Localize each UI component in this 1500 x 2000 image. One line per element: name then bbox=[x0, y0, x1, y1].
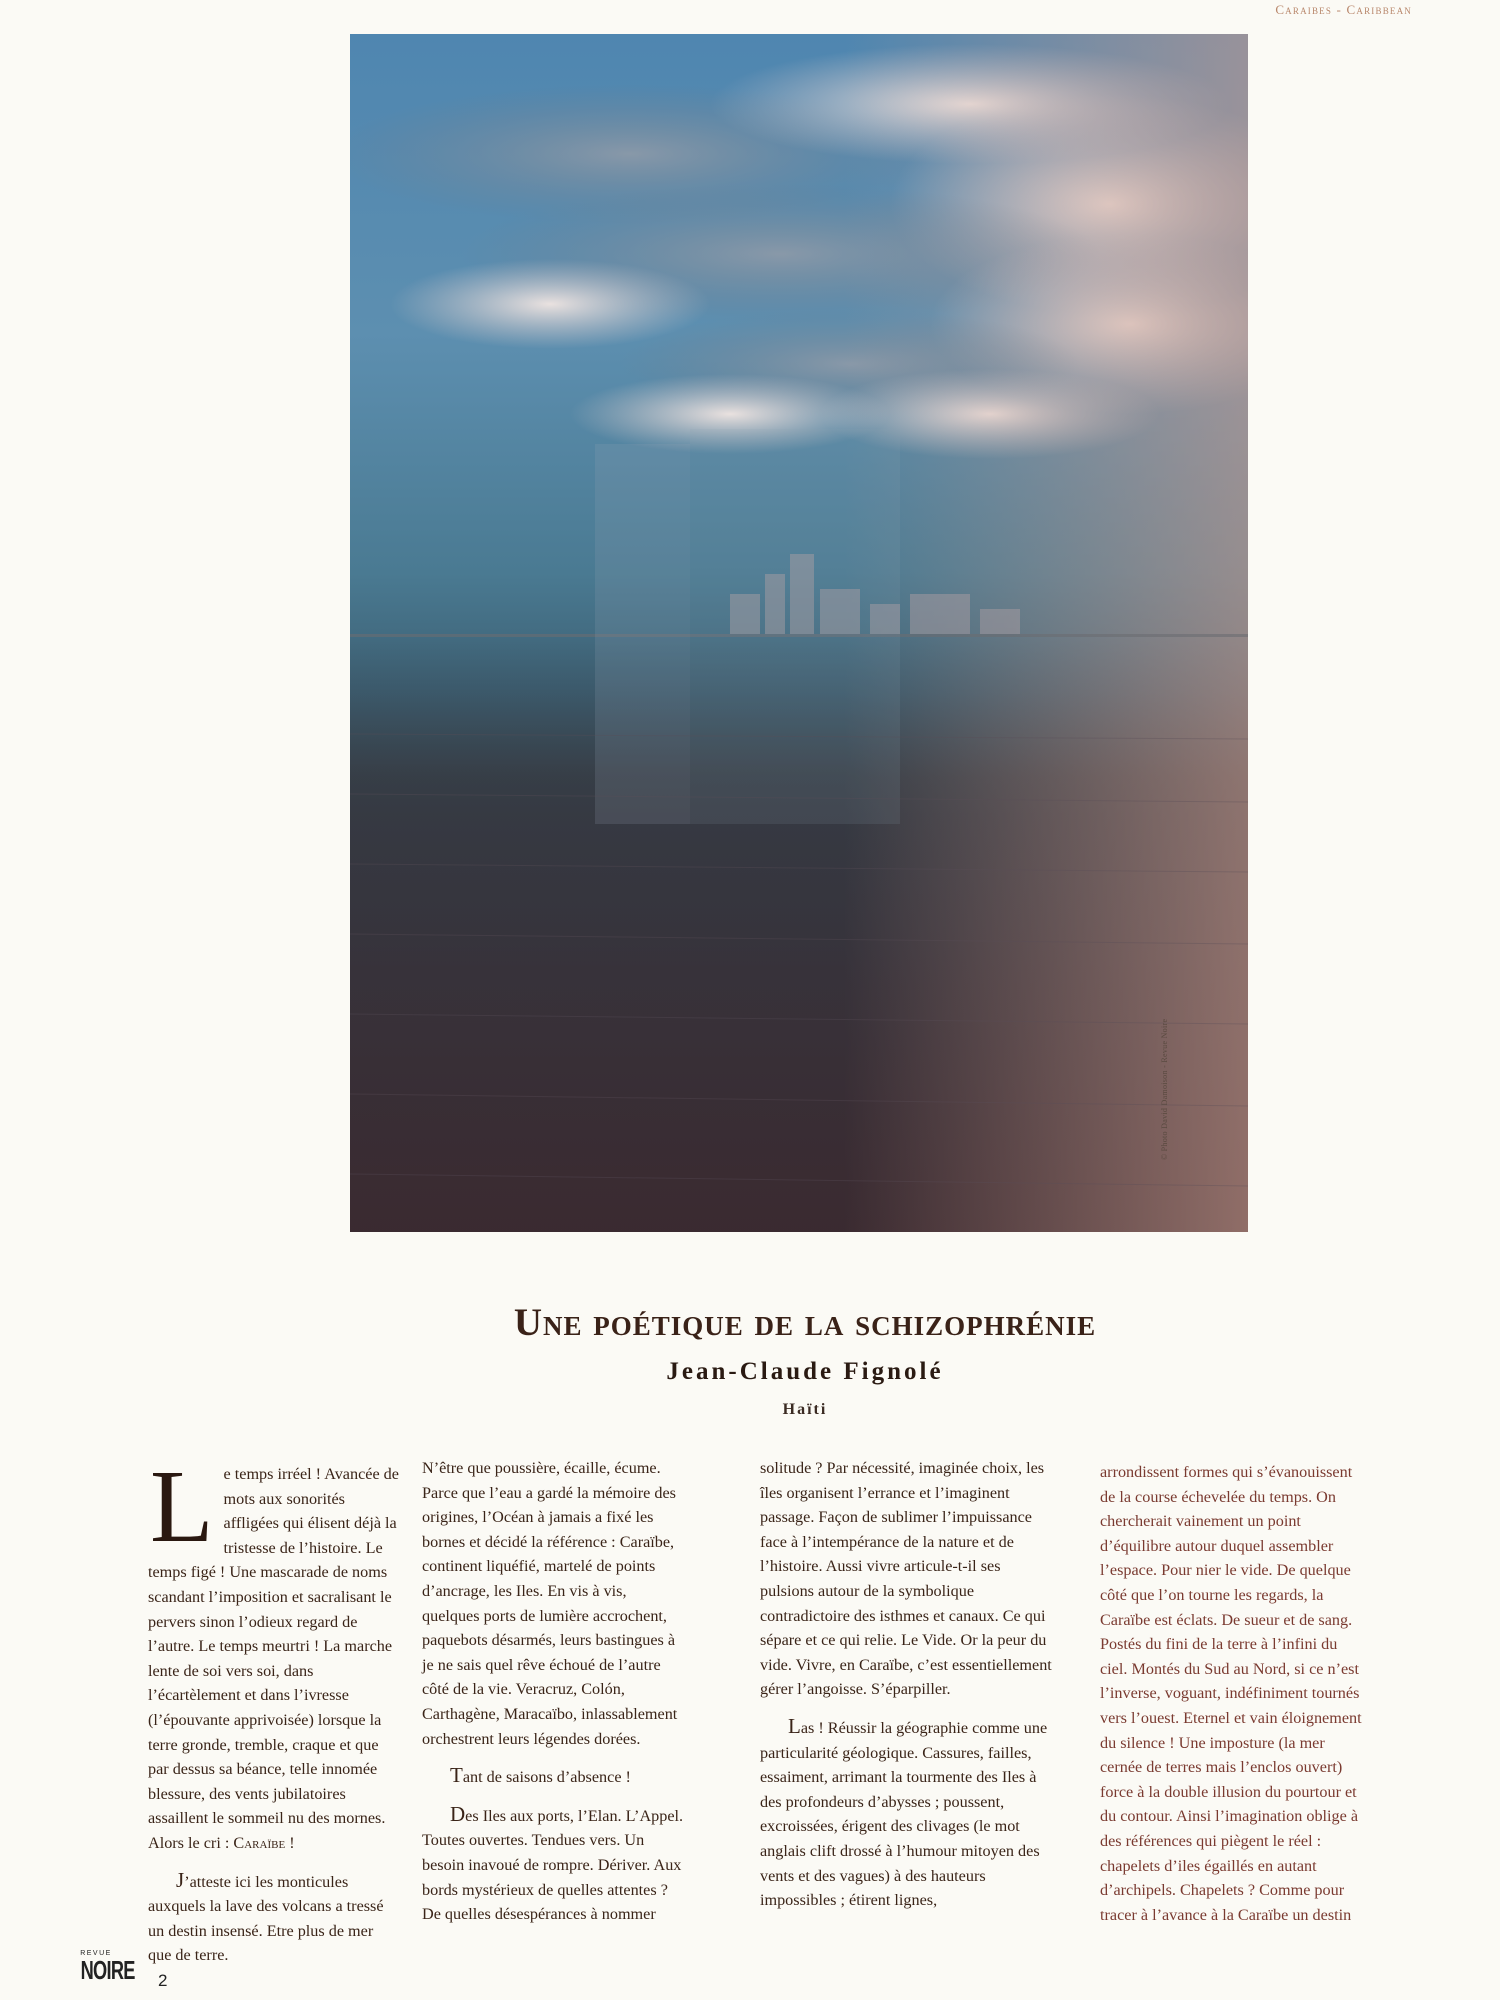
paragraph bbox=[760, 1714, 1052, 1913]
paragraph bbox=[148, 1449, 400, 1856]
caribbean-cry: Caraïbe bbox=[233, 1833, 286, 1852]
page-number: 2 bbox=[158, 1971, 168, 1990]
paragraph-text: e temps irréel ! Avancée de mots aux sonorités affligées qui élisent déjà la tristesse de l’histoire. Le temps figé ! Une mascarade de noms scandant l’imposition et sacralisant le pervers sinon l’odieux regard de l’autre. Le temps meurtri ! La marche lente de soi vers soi, dans l’écartèlement et dans l’ivresse (l’épouvante apprivoisée) lorsque la terre gronde, tremble, craque et que par dessus sa béance, telle innomée blessure, des vents jubilatoires assaillent le sommeil nu des mornes. Alors le cri : bbox=[148, 1465, 399, 1852]
paragraph bbox=[422, 1802, 684, 1927]
paragraph-text: es Iles aux ports, l’Elan. L’Appel. Toutes ouvertes. Tendues vers. Un besoin inavoué de rompre. Dériver. Aux bords mystérieux de quelles attentes ? De quelles désespérances à nommer bbox=[422, 1806, 684, 1924]
paragraph-text: ant de saisons d’absence ! bbox=[462, 1768, 631, 1787]
paragraph-initial: L bbox=[788, 1713, 801, 1738]
paragraph: N’être que poussière, écaille, écume. Parce que l’eau a gardé la mémoire des origines, l’Océan à jamais a fixé les bornes et décidé la référence : Caraïbe, continent liquéfié, martelé de points d’ancrage, les Iles. En vis à vis, quelques ports de lumière accrochent, paquebots désarmés, leurs bastingues à je ne sais quel rêve échoué de l’autre côté de la vie. Veracruz, Colón, Carthagène, Maracaïbo, inlassablement orchestrent leurs légendes dorées. bbox=[422, 1459, 678, 1748]
photo-image bbox=[350, 34, 1248, 1232]
section-header: Caraibes - Caribbean bbox=[1275, 2, 1412, 17]
logo-big-text: NOIRE bbox=[80, 1955, 135, 1985]
paragraph: solitude ? Par nécessité, imaginée choix, les îles organisent l’errance et l’imaginent passage. Façon de sublimer l’impuissance face à l’intempérance de la nature et de l’histoire. Aussi vivre articule-t-il ses pulsions autour de la symbolique contradictoire des isthmes et canaux. Ce qui sépare et ce qui relie. Le Vide. Or la peur du vide. Vivre, en Caraïbe, c’est essentiellement gérer l’angoisse. S’éparpiller. bbox=[760, 1459, 1052, 1699]
logo-small-text: REVUE bbox=[80, 1950, 112, 1957]
paragraph bbox=[148, 1868, 400, 1968]
text-column-4 bbox=[1100, 1460, 1362, 1927]
paragraph-end: ! bbox=[285, 1833, 295, 1852]
article-author: Jean-Claude Fignolé bbox=[666, 1358, 944, 1385]
paragraph: arrondissent formes qui s’évanouissent de la course échevelée du temps. On chercherait vainement un point d’équilibre autour duquel assembler l’espace. Pour nier le vide. De quelque côté que l’on tourne les regards, la Caraïbe est éclats. De sueur et de sang. Postés du fini de la terre à l’infini du ciel. Montés du Sud au Nord, si ce n’est l’inverse, voguant, indéfiniment tournés vers l’ouest. Eternel et vain éloignement du silence ! Une imposture (la mer cernée de terres mais l’enclos ouvert) force à la double illusion du pourtour et du contour. Ainsi l’imagination oblige à des références qui piègent le réel : chapelets d’iles égaillés en autant d’archipels. Chapelets ? Comme pour tracer à l’avance à la Caraïbe un destin bbox=[1100, 1463, 1362, 1924]
photo-credit: © Photo David Damoison - Revue Noire bbox=[1160, 1018, 1169, 1160]
paragraph-text: ’atteste ici les monticules auxquels la lave des volcans a tressé un destin insensé. Etre plus de mer que de terre. bbox=[148, 1872, 384, 1965]
text-column-1 bbox=[148, 1449, 400, 1968]
revue-noire-logo bbox=[74, 1950, 135, 1985]
paragraph-text: as ! Réussir la géographie comme une particularité géologique. Cassures, failles, essaiment, arrimant la tourmente des Iles à des profondeurs d’abysses ; poussent, excroissées, érigent des clivages (le mot anglais clift drossé à l’humour mitoyen des vents et des vagues) à des hauteurs impossibles ; étirent lignes, bbox=[760, 1718, 1048, 1910]
article-title: Une poétique de la schizophrénie bbox=[513, 1301, 1097, 1344]
text-column-3 bbox=[760, 1456, 1052, 1913]
article-country: Haïti bbox=[782, 1401, 828, 1418]
paragraph-initial: T bbox=[450, 1763, 463, 1788]
drop-cap: L bbox=[150, 1449, 214, 1564]
paragraph bbox=[422, 1763, 684, 1790]
paragraph-initial: J bbox=[176, 1867, 185, 1892]
cover-photo bbox=[350, 34, 1248, 1232]
paragraph-initial: D bbox=[450, 1801, 466, 1826]
text-column-2 bbox=[422, 1456, 684, 1927]
